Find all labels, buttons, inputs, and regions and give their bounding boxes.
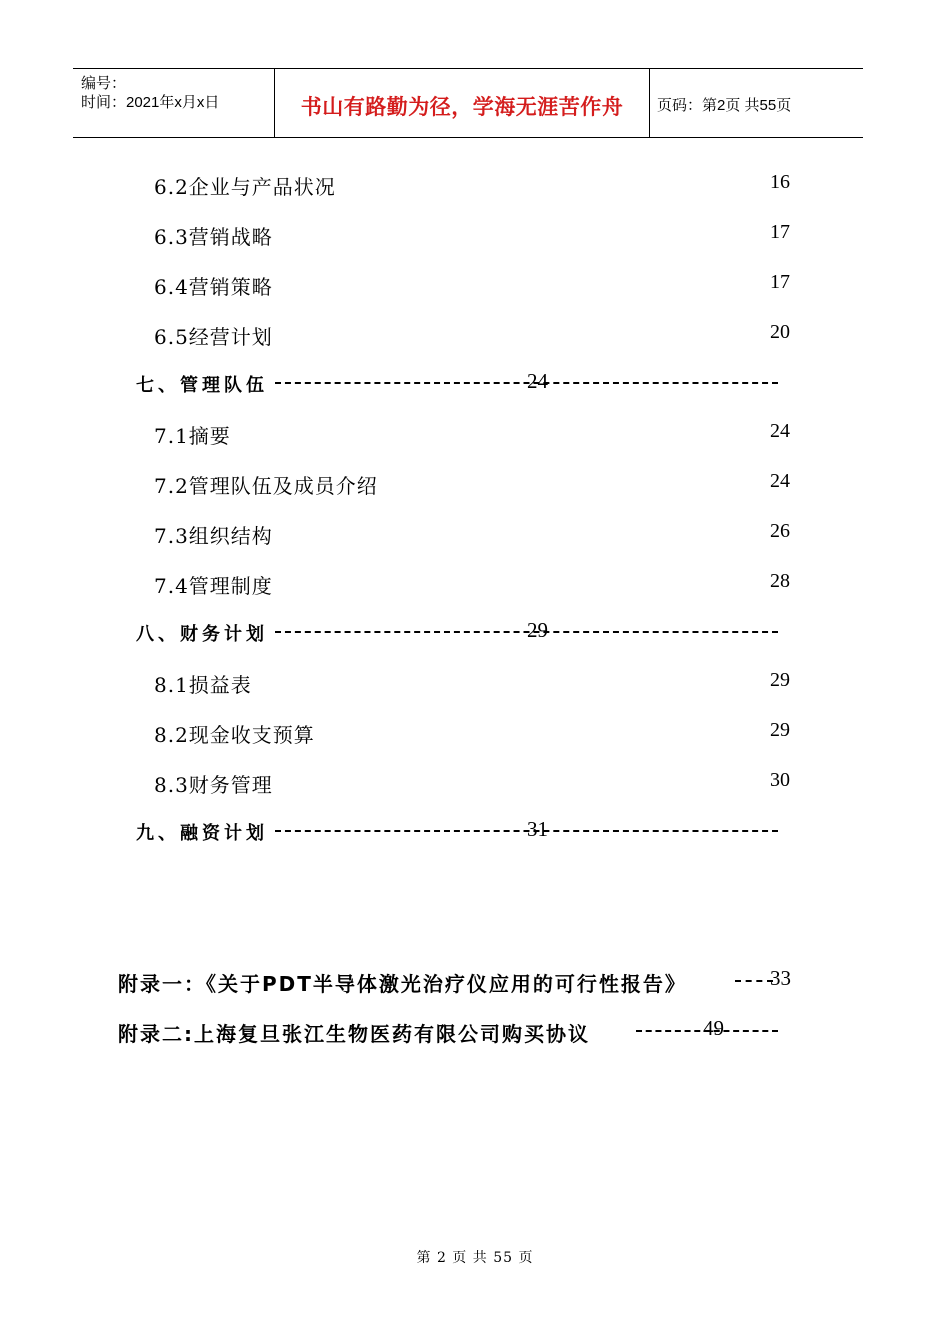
appendix-entry[interactable]: [0, 1018, 950, 1048]
toc-entry-page: 24: [770, 470, 790, 492]
toc-entry-page: 29: [770, 719, 790, 741]
toc-chapter-page: 29: [527, 618, 548, 642]
toc-entry-page: 30: [770, 769, 790, 791]
motto: 书山有路勤为径，学海无涯苦作舟: [300, 95, 624, 119]
time-label: 时间：2021年x月x日: [81, 94, 220, 111]
appendix-page: 33: [770, 966, 791, 990]
appendix-label: 附录一：《关于PDT半导体激光治疗仪应用的可行性报告》: [118, 972, 687, 996]
code-label: 编号：: [81, 75, 127, 92]
toc-entry-page: 20: [770, 321, 790, 343]
toc-entry-page: 16: [770, 171, 790, 193]
toc-entry[interactable]: [0, 271, 950, 301]
toc-entry-label: 6.4营销策略: [154, 275, 273, 299]
toc-chapter-label: 七、管理队伍: [136, 371, 268, 397]
toc-chapter[interactable]: [0, 620, 950, 650]
toc-entry-label: 6.5经营计划: [154, 325, 273, 349]
page-label: 页码：第2页 共55页: [657, 97, 792, 114]
toc-entry-label: 7.4管理制度: [154, 574, 273, 598]
toc-entry-label: 6.3营销战略: [154, 225, 273, 249]
toc-entry-page: 24: [770, 420, 790, 442]
toc-entry-page: 28: [770, 570, 790, 592]
toc-entry-page: 17: [770, 271, 790, 293]
page-footer: 第 2 页 共 55 页: [416, 1250, 534, 1266]
toc-entry[interactable]: [0, 570, 950, 600]
toc-entry[interactable]: [0, 719, 950, 749]
toc-chapter-label: 八、财务计划: [136, 620, 268, 646]
toc-entry[interactable]: [0, 321, 950, 351]
toc-entry-page: 26: [770, 520, 790, 542]
toc-entry[interactable]: [0, 171, 950, 201]
toc-chapter[interactable]: [0, 819, 950, 849]
toc-entry[interactable]: [0, 769, 950, 799]
toc-entry-label: 8.3财务管理: [154, 773, 273, 797]
toc-entry[interactable]: [0, 520, 950, 550]
toc-entry[interactable]: [0, 470, 950, 500]
toc-entry[interactable]: [0, 420, 950, 450]
toc-entry[interactable]: [0, 221, 950, 251]
toc-chapter-page: 31: [527, 817, 548, 841]
toc-entry-label: 7.2管理队伍及成员介绍: [154, 474, 378, 498]
toc-entry-label: 8.1损益表: [154, 673, 252, 697]
appendix-entry[interactable]: [0, 968, 950, 998]
toc-entry-label: 8.2现金收支预算: [154, 723, 315, 747]
toc-entry[interactable]: [0, 669, 950, 699]
toc-chapter-page: 24: [527, 369, 548, 393]
toc-chapter-label: 九、融资计划: [136, 819, 268, 845]
toc-entry-label: 7.3组织结构: [154, 524, 273, 548]
toc-chapter[interactable]: [0, 371, 950, 401]
leader-dots: [735, 980, 773, 982]
toc-entry-page: 29: [770, 669, 790, 691]
appendix-page: 49: [703, 1016, 724, 1040]
toc-entry-label: 6.2企业与产品状况: [154, 175, 336, 199]
appendix-label: 附录二:上海复旦张江生物医药有限公司购买协议: [118, 1022, 590, 1046]
toc-entry-page: 17: [770, 221, 790, 243]
toc-entry-label: 7.1摘要: [154, 424, 231, 448]
